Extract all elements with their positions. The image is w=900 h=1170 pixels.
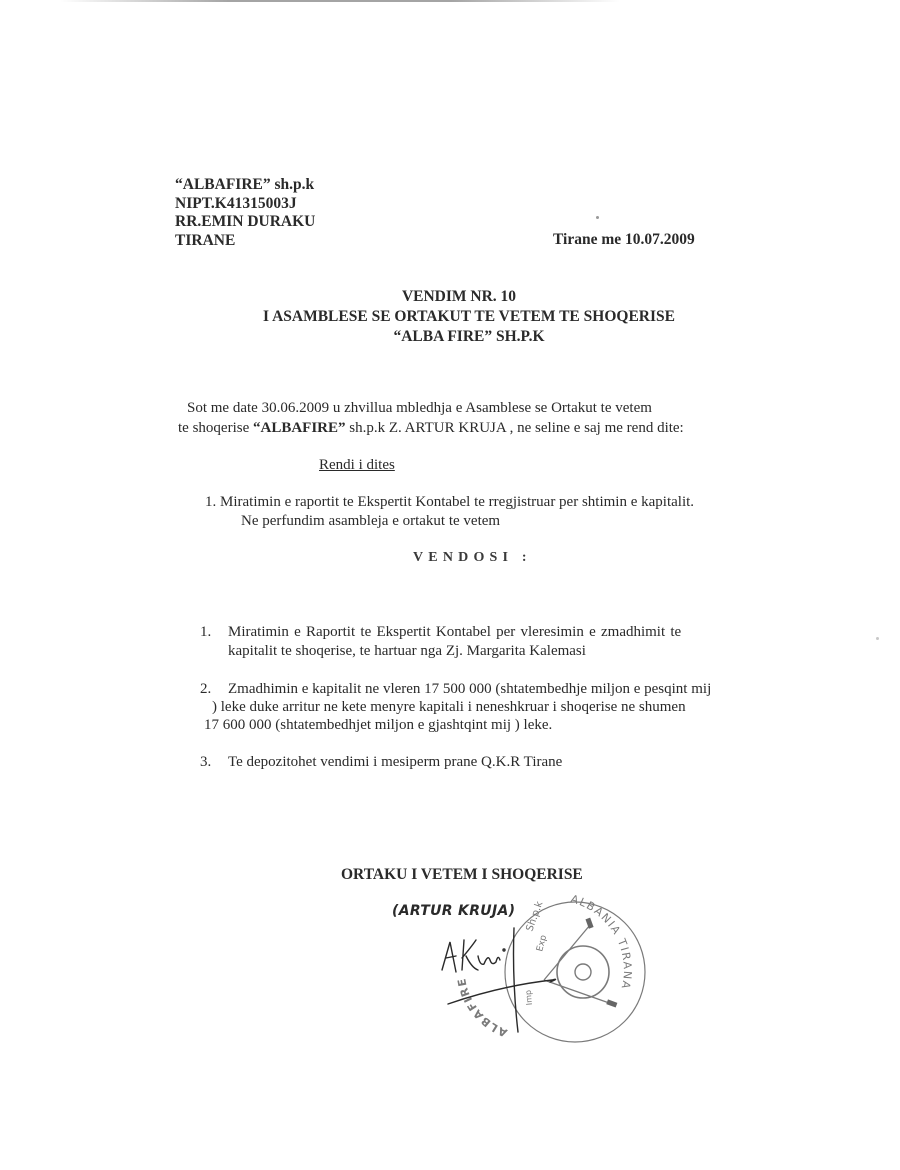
decision-3-number: 3. <box>200 754 212 770</box>
signature-stroke-ru <box>478 956 500 964</box>
signature-stroke-vertical <box>514 928 519 1032</box>
company-street: RR.EMIN DURAKU <box>175 213 316 230</box>
signature-title: ORTAKU I VETEM I SHOQERISE <box>341 866 583 883</box>
decision-3-text: Te depozitohet vendimi i mesiperm prane Q.K.R Tirane <box>228 754 563 770</box>
stamp-inner-ring <box>557 946 609 998</box>
intro-line-2-prefix: te shoqerise <box>178 420 253 436</box>
agenda-title: Rendi i dites <box>319 457 395 473</box>
decision-heading: VENDOSI : <box>413 550 532 565</box>
decision-1-number: 1. <box>200 624 212 640</box>
stamp-needle-lower <box>544 980 612 1004</box>
agenda-item-1: 1. Miratimin e raportit te Ekspertit Kontabel te rregjistruar per shtimin e kapitalit. <box>205 494 695 510</box>
decision-1-text: Miratimin e Raportit te Ekspertit Kontabel per vleresimin e zmadhimit te <box>228 624 682 640</box>
agenda-item-1-continuation: Ne perfundim asambleja e ortakut te vetem <box>241 513 501 529</box>
decision-3-line-1 <box>200 754 562 771</box>
title-line-3: “ALBA FIRE” SH.P.K <box>393 328 545 345</box>
decision-2-number: 2. <box>200 681 212 697</box>
stamp-marker-1 <box>585 918 593 929</box>
title-line-1: VENDIM NR. 10 <box>401 288 517 305</box>
signature-dot <box>503 949 505 951</box>
stamp-needle-upper <box>544 925 590 980</box>
title-line-2: I ASAMBLESE SE ORTAKUT TE VETEM TE SHOQERISE <box>263 308 675 325</box>
stamp-form-text: Sh.p.k <box>524 899 546 934</box>
decision-2-line-3: 17 600 000 (shtatembedhjet miljon e gjashtqint mij ) leke. <box>204 717 553 733</box>
intro-line-2-suffix: sh.p.k Z. ARTUR KRUJA , ne seline e saj me rend dite: <box>345 420 684 436</box>
stamp-text <box>455 892 634 1039</box>
stamp-company-text: ALBAFIRE <box>454 976 510 1040</box>
intro-line-2 <box>178 420 684 437</box>
company-nipt: NIPT.K41315003J <box>175 194 297 212</box>
signatory-name: (ARTUR KRUJA) <box>392 903 516 919</box>
company-city: TIRANE <box>175 231 236 249</box>
scan-speck <box>876 637 879 640</box>
company-name: “ALBAFIRE” sh.p.k <box>175 176 315 193</box>
stamp-imp-text: Imp <box>523 989 534 1006</box>
decision-2-text: Zmadhimin e kapitalit ne vleren 17 500 000 (shtatembedhje miljon e pesqint mij <box>228 681 712 697</box>
decision-1-line-1 <box>200 624 681 641</box>
company-header <box>175 176 315 250</box>
intro-company-name: “ALBAFIRE” <box>252 420 346 436</box>
scan-top-edge <box>60 0 620 2</box>
document-title <box>0 287 900 347</box>
decision-2-line-2: ) leke duke arritur ne kete menyre kapitali i neneshkruar i shoqerise ne shumen <box>212 699 686 715</box>
signature-stroke-a <box>442 942 456 972</box>
stamp-outer-text: ALBANIA TIRANA <box>569 892 635 992</box>
stamp-marker-2 <box>606 999 617 1007</box>
company-stamp-and-signature <box>420 880 660 1060</box>
document-date: Tirane me 10.07.2009 <box>553 231 695 248</box>
decision-1-line-2: kapitalit te shoqerise, te hartuar nga Zj. Margarita Kalemasi <box>228 643 586 659</box>
intro-line-1: Sot me date 30.06.2009 u zhvillua mbledhja e Asamblese se Ortakut te vetem <box>187 400 652 416</box>
decision-2-line-1 <box>200 681 711 698</box>
signature-stroke-k <box>462 940 478 970</box>
scan-speck <box>596 216 599 219</box>
stamp-center-ring <box>575 964 591 980</box>
stamp-exp-text: Exp <box>535 934 550 953</box>
